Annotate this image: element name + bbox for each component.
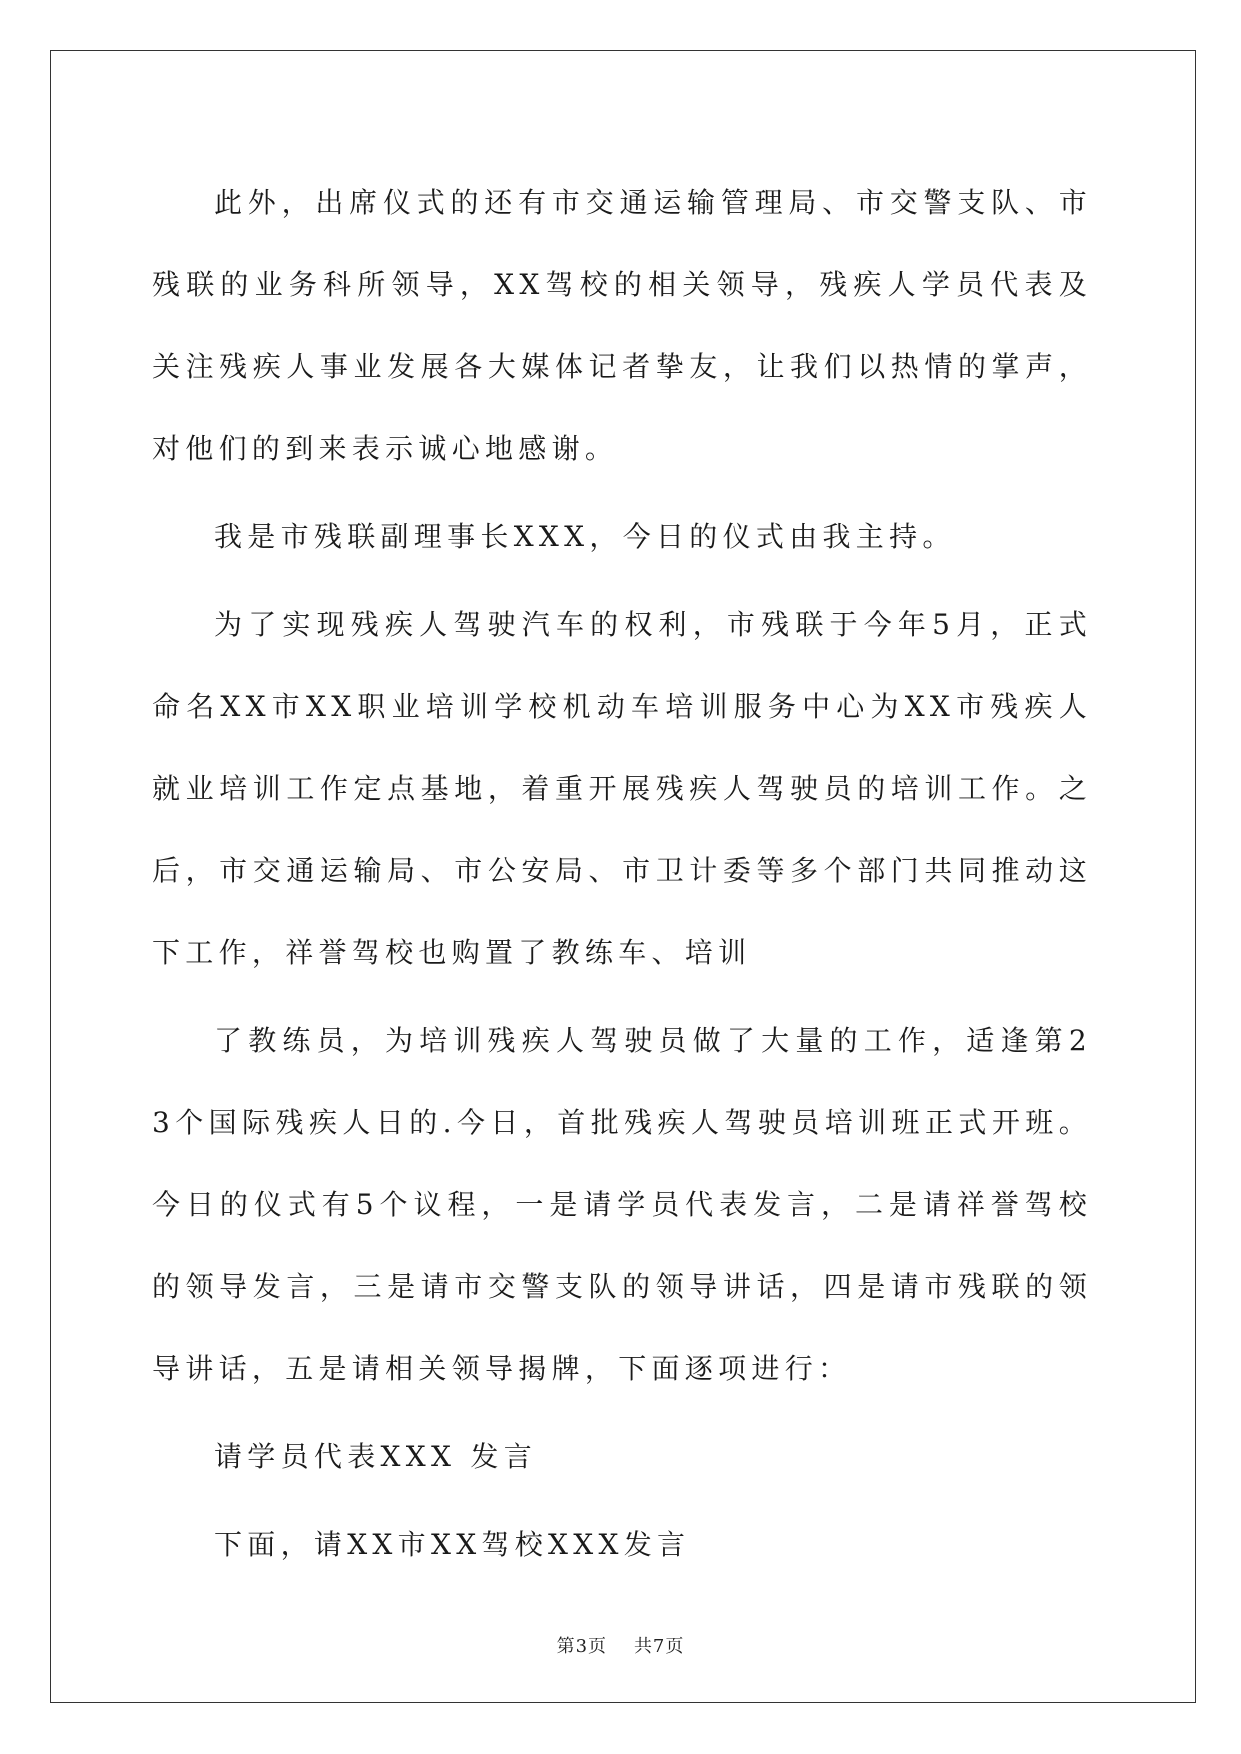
paragraph: 了教练员，为培训残疾人驾驶员做了大量的工作，适逢第23个国际残疾人日的.今日，首批残疾人驾驶员培训班正式开班。今日的仪式有5个议程，一是请学员代表发言，二是请祥誉驾校的领导发言，三是请市交警支队的领导讲话，四是请市残联的领导讲话，五是请相关领导揭牌，下面逐项进行： — [152, 1024, 1092, 1385]
page-number: 第3页 — [556, 1636, 608, 1657]
paragraph: 下面，请XX市XX驾校XXX发言 — [214, 1528, 691, 1561]
paragraph: 请学员代表XXX 发言 — [214, 1440, 538, 1473]
paragraph: 我是市残联副理事长XXX，今日的仪式由我主持。 — [214, 520, 956, 553]
paragraph: 为了实现残疾人驾驶汽车的权利，市残联于今年5月，正式命名XX市XX职业培训学校机动车培训服务中心为XX市残疾人就业培训工作定点基地，着重开展残疾人驾驶员的培训工作。之后，市交通运输局、市公安局、市卫计委等多个部门共同推动这下工作，祥誉驾校也购置了教练车、培训 — [152, 608, 1092, 969]
page-footer — [0, 1632, 1241, 1658]
total-pages: 共7页 — [633, 1636, 685, 1657]
document-body — [152, 162, 1092, 1592]
paragraph: 此外，出席仪式的还有市交通运输管理局、市交警支队、市残联的业务科所领导，XX驾校的相关领导，残疾人学员代表及关注残疾人事业发展各大媒体记者挚友，让我们以热情的掌声，对他们的到来表示诚心地感谢。 — [152, 186, 1092, 465]
